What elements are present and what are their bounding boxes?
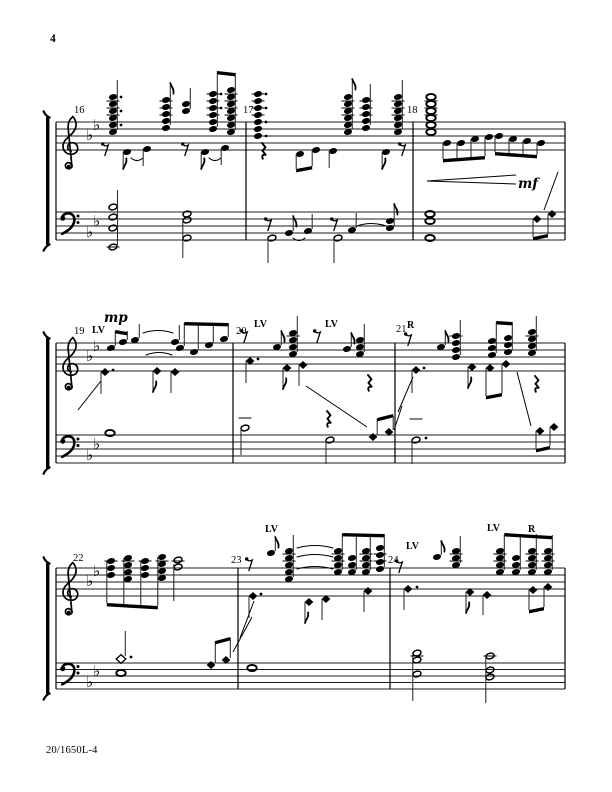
bracket-curl-top	[44, 111, 50, 117]
beam	[529, 607, 544, 613]
notehead	[375, 551, 384, 559]
beam	[495, 152, 537, 158]
notehead	[189, 348, 198, 356]
tie	[143, 331, 173, 334]
notehead-diamond	[305, 598, 314, 606]
treble-clef-blob	[67, 165, 71, 169]
augmentation-dot	[257, 358, 260, 361]
augmentation-dot	[130, 656, 133, 659]
notehead-diamond	[544, 583, 553, 591]
notehead-diamond	[207, 661, 216, 669]
page-number: 4	[50, 33, 56, 45]
notehead-whole	[426, 122, 435, 128]
notehead-whole	[105, 430, 114, 436]
notehead	[361, 117, 370, 125]
notehead	[522, 137, 531, 145]
tie	[146, 353, 172, 356]
notehead-half	[108, 203, 117, 211]
augmentation-dot	[265, 93, 268, 96]
bracket-curl-top	[44, 557, 50, 563]
quarter-rest	[262, 143, 266, 159]
gliss-or-hairpin-line	[544, 172, 558, 210]
notehead-diamond	[364, 587, 373, 595]
notehead-diamond-open	[116, 655, 126, 664]
augmentation-dot	[423, 367, 426, 370]
notehead	[375, 558, 384, 566]
notehead	[487, 344, 496, 352]
beam	[536, 446, 550, 452]
notehead	[375, 544, 384, 552]
bracket-curl-top	[44, 332, 50, 338]
notehead-half	[412, 670, 421, 678]
notehead-half	[182, 234, 191, 242]
eighth-rest	[315, 331, 321, 343]
notehead	[219, 335, 228, 343]
augmentation-dot	[425, 437, 428, 440]
measure-number-20: 20	[236, 326, 247, 337]
quarter-rest	[535, 376, 539, 392]
notehead-half	[240, 424, 249, 432]
augmentation-dot	[260, 593, 263, 596]
notehead	[118, 338, 127, 346]
notehead	[527, 328, 536, 336]
beam	[215, 637, 230, 644]
articulation-r: R	[407, 320, 415, 331]
notehead-diamond	[502, 360, 511, 368]
notehead	[456, 139, 465, 147]
gliss-or-hairpin-line	[233, 617, 252, 652]
notehead-whole	[426, 94, 435, 100]
articulation-lv: LV	[406, 541, 419, 552]
notehead	[140, 564, 149, 572]
beam	[107, 603, 158, 609]
articulation-r: R	[528, 524, 536, 535]
augmentation-dot	[112, 369, 115, 372]
notehead	[432, 553, 441, 561]
flat-sign: ♭	[86, 347, 94, 365]
music-system-1	[44, 71, 565, 263]
notehead	[385, 217, 394, 225]
bass-clef-dot	[77, 665, 80, 668]
bass-clef-icon	[60, 664, 79, 684]
beam	[533, 234, 548, 240]
eighth-rest	[247, 559, 253, 571]
flat-sign: ♭	[86, 572, 94, 590]
bass-clef-dot	[77, 215, 80, 218]
measure-number-24: 24	[388, 555, 399, 566]
notehead	[393, 93, 402, 101]
articulation-lv: LV	[265, 524, 278, 535]
tie	[131, 158, 143, 161]
notehead	[347, 554, 356, 562]
notehead	[208, 118, 217, 126]
articulation-lv: LV	[254, 319, 267, 330]
notehead	[161, 117, 170, 125]
augmentation-dot	[265, 121, 268, 124]
bracket-curl-bottom	[44, 468, 50, 474]
notehead	[284, 229, 293, 237]
flat-sign: ♭	[86, 673, 94, 691]
augmentation-dot	[120, 96, 123, 99]
augmentation-dot	[120, 110, 123, 113]
bass-clef-icon	[60, 436, 79, 456]
gliss-or-hairpin-line	[78, 381, 101, 410]
notehead	[106, 571, 115, 579]
eighth-rest	[406, 334, 412, 346]
measure-number-19: 19	[74, 326, 85, 337]
notehead-whole	[247, 665, 256, 671]
notehead-half	[108, 213, 117, 221]
notehead	[208, 125, 217, 133]
bracket-curl-bottom	[44, 694, 50, 700]
gliss-or-hairpin-line	[240, 601, 254, 638]
augmentation-dot	[416, 586, 419, 589]
notehead-half	[173, 563, 182, 571]
measure-number-22: 22	[73, 553, 84, 564]
eighth-rest	[332, 219, 338, 231]
notehead	[161, 96, 170, 104]
notehead-diamond	[412, 366, 421, 374]
notehead	[442, 139, 451, 147]
flat-sign: ♭	[86, 126, 94, 144]
quarter-rest	[368, 375, 372, 391]
notehead-diamond	[101, 368, 110, 376]
notehead	[361, 124, 370, 132]
notehead-half	[485, 666, 494, 674]
system-bracket	[46, 117, 49, 245]
notehead-whole	[425, 211, 434, 217]
quarter-rest	[327, 411, 331, 427]
augmentation-dot	[265, 135, 268, 138]
bass-clef-dot	[77, 438, 80, 441]
notehead-half	[485, 673, 494, 681]
notehead	[503, 341, 512, 349]
beam	[296, 166, 312, 172]
beam	[184, 322, 228, 326]
notehead	[108, 93, 117, 101]
notehead	[181, 107, 190, 115]
notehead	[157, 553, 166, 561]
augmentation-dot	[220, 93, 223, 96]
notehead	[494, 132, 503, 140]
notehead	[487, 337, 496, 345]
notehead-diamond	[536, 427, 545, 435]
notehead-whole	[116, 670, 125, 676]
gliss-or-hairpin-line	[398, 377, 413, 412]
notehead	[161, 103, 170, 111]
notehead-diamond	[404, 585, 413, 593]
notehead	[451, 353, 460, 361]
notehead-diamond	[153, 367, 162, 375]
music-system-2	[44, 310, 565, 474]
measure-number-21: 21	[396, 324, 407, 335]
tie	[297, 555, 333, 558]
augmentation-dot	[220, 107, 223, 110]
notehead-diamond	[483, 591, 492, 599]
flat-sign: ♭	[86, 223, 94, 241]
flat-sign: ♭	[93, 662, 101, 680]
notehead	[106, 564, 115, 572]
gliss-or-hairpin-line	[427, 175, 516, 181]
notehead	[361, 103, 370, 111]
articulation-lv: LV	[92, 325, 105, 336]
notehead	[536, 139, 545, 147]
notehead-whole	[425, 235, 434, 241]
notehead-half	[411, 436, 420, 444]
notehead-diamond	[299, 361, 308, 369]
notehead-whole	[426, 129, 435, 135]
notehead	[161, 124, 170, 132]
notehead-whole	[426, 101, 435, 107]
gliss-or-hairpin-line	[306, 386, 367, 427]
eighth-rest	[266, 219, 272, 231]
notehead-diamond	[550, 423, 559, 431]
beam	[342, 533, 384, 537]
notehead-half	[182, 216, 191, 224]
beam	[377, 414, 393, 421]
notehead-half	[108, 224, 117, 232]
notehead	[175, 344, 184, 352]
bracket-curl-bottom	[44, 245, 50, 251]
notehead	[503, 348, 512, 356]
dynamic-mf: mf	[518, 176, 539, 192]
articulation-lv: LV	[487, 523, 500, 534]
flat-sign: ♭	[86, 446, 94, 464]
notehead-diamond	[529, 586, 538, 594]
notehead-diamond	[369, 433, 378, 441]
bass-clef-dot	[77, 444, 80, 447]
flat-sign: ♭	[93, 212, 101, 230]
beam	[486, 393, 502, 399]
flat-sign: ♭	[93, 435, 101, 453]
catalog-number: 20/1650L-4	[46, 745, 98, 756]
notehead	[204, 341, 213, 349]
notehead	[140, 571, 149, 579]
notehead	[375, 565, 384, 573]
notehead-whole	[425, 218, 434, 224]
beam	[115, 330, 127, 335]
gliss-or-hairpin-line	[517, 372, 531, 426]
notehead-half	[325, 436, 334, 444]
notehead	[484, 133, 493, 141]
augmentation-dot	[120, 124, 123, 127]
notehead	[303, 227, 312, 235]
notehead	[385, 224, 394, 232]
notehead	[266, 549, 275, 557]
measure-number-23: 23	[231, 555, 242, 566]
notehead	[451, 339, 460, 347]
notehead	[181, 100, 190, 108]
flat-sign: ♭	[93, 562, 101, 580]
notehead	[170, 338, 179, 346]
notehead	[253, 118, 262, 126]
flat-sign: ♭	[93, 116, 101, 134]
notehead-whole	[426, 115, 435, 121]
measure-number-18: 18	[407, 105, 418, 116]
notehead	[253, 125, 262, 133]
gliss-or-hairpin-line	[427, 181, 516, 184]
notehead	[503, 334, 512, 342]
tie	[209, 158, 221, 161]
measure-number-17: 17	[243, 105, 254, 116]
notehead	[361, 96, 370, 104]
treble-clef-blob	[67, 611, 71, 615]
dynamic-mp: mp	[104, 310, 128, 326]
notehead	[342, 345, 351, 353]
notehead-whole	[426, 108, 435, 114]
bass-clef-dot	[77, 221, 80, 224]
beam	[443, 156, 485, 162]
notehead-diamond	[171, 368, 180, 376]
bass-clef-dot	[77, 672, 80, 675]
notehead-diamond	[249, 592, 258, 600]
notehead-half	[267, 234, 276, 242]
flat-sign: ♭	[93, 337, 101, 355]
notehead	[343, 93, 352, 101]
measure-number-16: 16	[74, 105, 85, 116]
notehead-diamond	[533, 215, 542, 223]
notehead	[451, 346, 460, 354]
system-bracket	[46, 338, 49, 468]
notehead	[226, 86, 235, 94]
system-bracket	[46, 563, 49, 694]
bass-clef-icon	[60, 213, 79, 233]
notehead	[253, 132, 262, 140]
beam	[496, 321, 512, 325]
treble-clef-blob	[67, 386, 71, 390]
notehead	[161, 110, 170, 118]
notehead-half	[173, 556, 182, 564]
augmentation-dot	[265, 107, 268, 110]
notehead-half	[333, 234, 342, 242]
notehead-diamond	[548, 210, 557, 218]
beam	[217, 71, 235, 76]
tie	[297, 546, 333, 549]
notehead	[361, 110, 370, 118]
notehead	[106, 344, 115, 352]
articulation-lv: LV	[325, 319, 338, 330]
notehead	[487, 351, 496, 359]
music-system-3	[44, 523, 565, 703]
notehead	[511, 554, 520, 562]
